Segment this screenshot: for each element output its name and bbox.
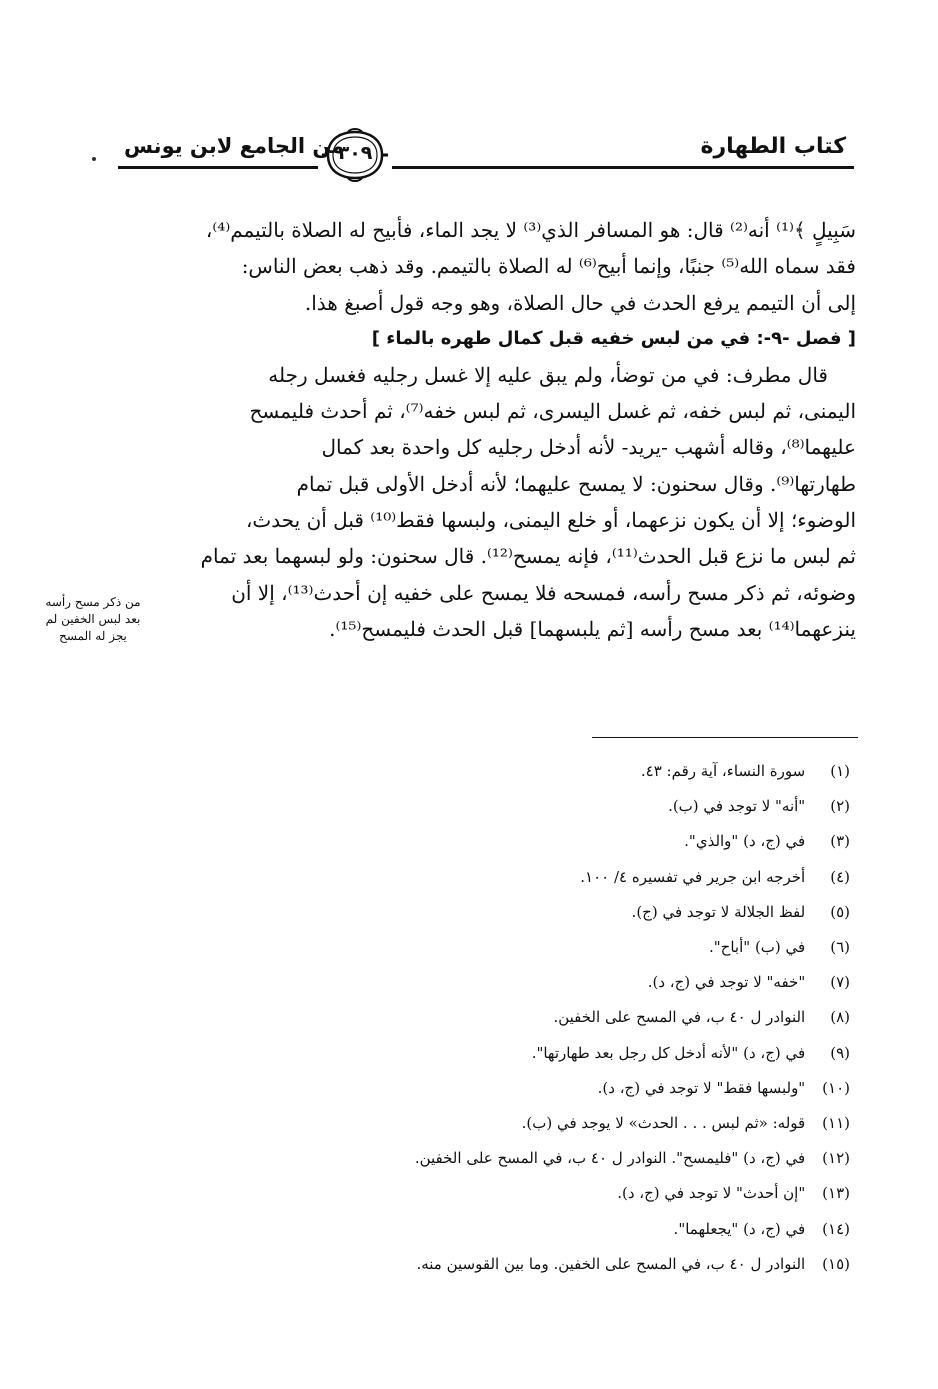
footnote-number: (١٠) bbox=[822, 1078, 850, 1097]
running-head-source-title: من الجامع لابن يونس bbox=[124, 134, 345, 158]
footnote-item bbox=[330, 1106, 850, 1141]
footnote-number: (٢) bbox=[830, 797, 850, 816]
main-text bbox=[170, 212, 856, 647]
footnote-text: لفظ الجلالة لا توجد في (ج). bbox=[631, 902, 806, 921]
footnote-item bbox=[330, 1000, 850, 1035]
footnote-item bbox=[330, 930, 850, 965]
footnote-text: في (ب) "أباح". bbox=[709, 938, 806, 957]
page-dot-mark bbox=[92, 157, 96, 161]
footnote-number: (٦) bbox=[830, 938, 850, 957]
footnote-text: النوادر ل ٤٠ ب، في المسح على الخفين. bbox=[553, 1008, 806, 1027]
footnote-item bbox=[330, 860, 850, 895]
footnote-number: (١٥) bbox=[822, 1254, 850, 1273]
footnote-text: "ولبسها فقط" لا توجد في (ج، د). bbox=[597, 1078, 806, 1097]
footnote-item bbox=[330, 824, 850, 859]
footnote-text: في (ج، د) "والذي". bbox=[684, 832, 806, 851]
footnote-item bbox=[330, 1141, 850, 1176]
footnote-number: (٥) bbox=[830, 902, 850, 921]
footnote-number: (١) bbox=[830, 762, 850, 780]
footnote-number: (١٣) bbox=[822, 1184, 850, 1203]
footnote-number: (١٢) bbox=[822, 1149, 850, 1168]
footnote-number: (٨) bbox=[830, 1008, 850, 1027]
footnote-text: في (ج، د) "لأنه أدخل كل رجل بعد طهارتها". bbox=[531, 1043, 806, 1062]
footnote-item bbox=[330, 895, 850, 930]
paragraph-tayammum: سَبِيلٍ ﴾⁽¹⁾ أنه⁽²⁾ قال: هو المسافر الذي⁽³⁾ لا يجد الماء، فأبيح له الصلاة بالتيمم⁽⁴⁾، فقد سماه الله⁽⁵⁾ جنبًا، وإنما أبيح⁽⁶⁾ له الصلاة بالتيمم. وقد ذهب بعض الناس: إلى أن التيمم يرفع الحدث في حال الصلاة، وهو وجه قول أصبغ هذا. bbox=[205, 218, 856, 315]
running-head-book-title: كتاب الطهارة bbox=[700, 134, 846, 159]
footnote-number: (٧) bbox=[830, 973, 850, 992]
header-rule-left bbox=[118, 166, 318, 169]
section-heading: [ فصل -٩-: في من لبس خفيه قبل كمال طهره بالماء ] bbox=[371, 327, 856, 349]
footnote-item bbox=[330, 1212, 850, 1247]
footnote-item bbox=[330, 1176, 850, 1211]
paragraph-khuffain: قال مطرف: في من توضأ، ولم يبق عليه إلا غسل رجليه فغسل رجله اليمنى، ثم لبس خفه، ثم غسل اليسرى، ثم لبس خفه⁽⁷⁾، ثم أحدث فليمسح عليهما⁽⁸⁾، وقاله أشهب -يريد- لأنه أدخل رجليه كل واحدة بعد كمال طهارتها⁽⁹⁾. وقال سحنون: لا يمسح عليهما؛ لأنه أدخل الأولى قبل تمام الوضوء؛ إلا أن يكون نزعهما، أو خلع اليمنى، ولبسها فقط⁽¹⁰⁾ قبل أن يحدث، ثم لبس ما نزع قبل الحدث⁽¹¹⁾، فإنه يمسح⁽¹²⁾. قال سحنون: ولو لبسهما بعد تمام وضوئه، ثم ذكر مسح رأسه، فمسحه فلا يمسح على خفيه إن أحدث⁽¹³⁾، إلا أن ينزعهما⁽¹⁴⁾ بعد مسح رأسه [ثم يلبسهما] قبل الحدث فليمسح⁽¹⁵⁾. bbox=[200, 362, 856, 641]
footnote-number: (٩) bbox=[830, 1043, 850, 1062]
footnote-text: "إن أحدث" لا توجد في (ج، د). bbox=[617, 1184, 806, 1203]
footnote-item bbox=[330, 1036, 850, 1071]
footnote-number: (٤) bbox=[830, 867, 850, 886]
footnote-item bbox=[330, 789, 850, 824]
footnote-number: (٣) bbox=[830, 832, 850, 851]
footnote-item bbox=[330, 965, 850, 1000]
footnote-number: (١١) bbox=[822, 1114, 850, 1133]
footnote-item bbox=[330, 1247, 850, 1282]
page-number: ٣٠٩ bbox=[337, 142, 373, 164]
footnotes-list bbox=[330, 754, 850, 1282]
footnote-text: "أنه" لا توجد في (ب). bbox=[668, 797, 806, 816]
footnote-text: النوادر ل ٤٠ ب، في المسح على الخفين. وما بين القوسين منه. bbox=[416, 1254, 806, 1273]
footnote-item bbox=[330, 1071, 850, 1106]
margin-note: من ذكر مسح رأسه بعد لبس الخفين لم يجز له المسح bbox=[45, 595, 141, 643]
footnote-item bbox=[330, 754, 850, 789]
header-rule-right bbox=[392, 166, 854, 169]
footnote-separator bbox=[592, 737, 858, 738]
footnote-number: (١٤) bbox=[822, 1219, 850, 1238]
footnote-text: قوله: «ثم لبس . . . الحدث» لا يوجد في (ب). bbox=[521, 1114, 806, 1133]
footnote-text: أخرجه ابن جرير في تفسيره ٤/ ١٠٠. bbox=[580, 867, 806, 886]
footnote-text: في (ج، د) "يجعلهما". bbox=[673, 1219, 806, 1238]
footnote-text: "خفه" لا توجد في (ج، د). bbox=[647, 973, 806, 992]
footnote-text: في (ج، د) "فليمسح". النوادر ل ٤٠ ب، في المسح على الخفين. bbox=[414, 1149, 806, 1168]
footnote-text: سورة النساء، آية رقم: ٤٣. bbox=[640, 762, 806, 780]
